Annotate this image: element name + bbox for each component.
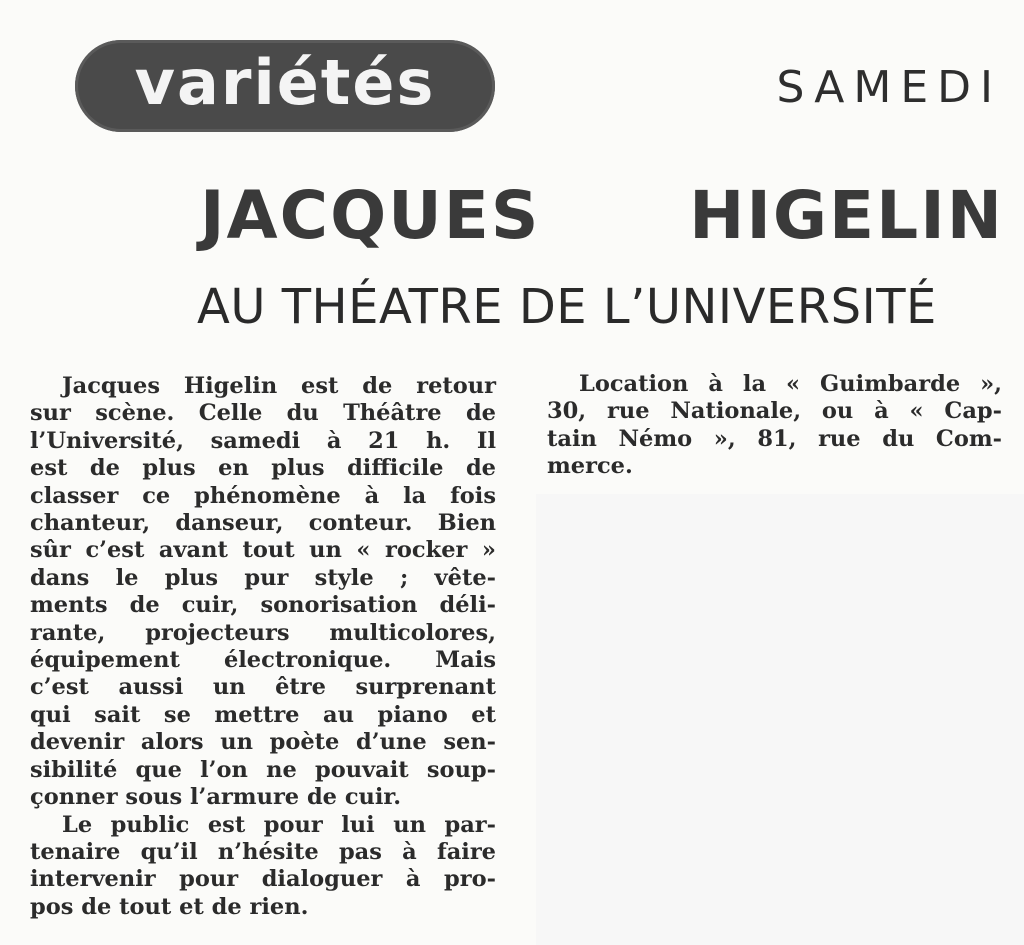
text-line: Location à la « Guimbarde »,	[579, 371, 1002, 397]
text-line: sûr c’est avant tout un « rocker »	[30, 537, 496, 564]
rubric-banner	[75, 40, 495, 132]
headline-last-name: HIGELIN	[689, 177, 1004, 254]
text-line: 30, rue Nationale, ou à « Cap-	[547, 398, 1002, 425]
text-line: Jacques Higelin est de retour	[62, 373, 496, 399]
text-line: classer ce phénomène à la fois	[30, 482, 496, 509]
text-line: merce.	[547, 453, 633, 480]
text-line: est de plus en plus difficile de	[30, 455, 496, 482]
text-line: çonner sous l’armure de cuir.	[30, 784, 402, 811]
rubric-label: variétés	[134, 46, 436, 119]
text-line: chanteur, danseur, conteur. Bien	[30, 510, 496, 537]
article-paragraph-2	[30, 812, 496, 922]
text-line: c’est aussi un être surprenant	[30, 674, 496, 701]
day-label: SAMEDI	[776, 62, 1002, 113]
text-line: Le public est pour lui un par-	[62, 811, 496, 838]
article-left-column	[30, 373, 496, 921]
blank-margin	[536, 494, 1024, 945]
text-line: équipement électronique. Mais	[30, 647, 496, 674]
text-line: intervenir pour dialoguer à pro-	[30, 866, 496, 893]
text-line: pos de tout et de rien.	[30, 893, 309, 920]
text-line: devenir alors un poète d’une sen-	[30, 729, 496, 756]
text-line: tain Némo », 81, rue du Com-	[547, 425, 1002, 452]
text-line: tenaire qu’il n’hésite pas à faire	[30, 838, 496, 865]
text-line: rante, projecteurs multicolores,	[30, 619, 496, 646]
booking-paragraph	[547, 371, 1002, 481]
article-paragraph-1	[30, 373, 496, 812]
subheadline: AU THÉATRE DE L’UNIVERSITÉ	[197, 279, 937, 335]
text-line: qui sait se mettre au piano et	[30, 701, 496, 728]
headline	[200, 177, 1004, 254]
text-line: l’Université, samedi à 21 h. Il	[30, 427, 496, 454]
article-right-column	[547, 371, 1002, 481]
text-line: sibilité que l’on ne pouvait soup-	[30, 756, 496, 783]
text-line: sur scène. Celle du Théâtre de	[30, 400, 496, 427]
text-line: ments de cuir, sonorisation déli-	[30, 592, 496, 619]
text-line: dans le plus pur style ; vête-	[30, 564, 496, 591]
headline-first-name: JACQUES	[200, 177, 541, 254]
